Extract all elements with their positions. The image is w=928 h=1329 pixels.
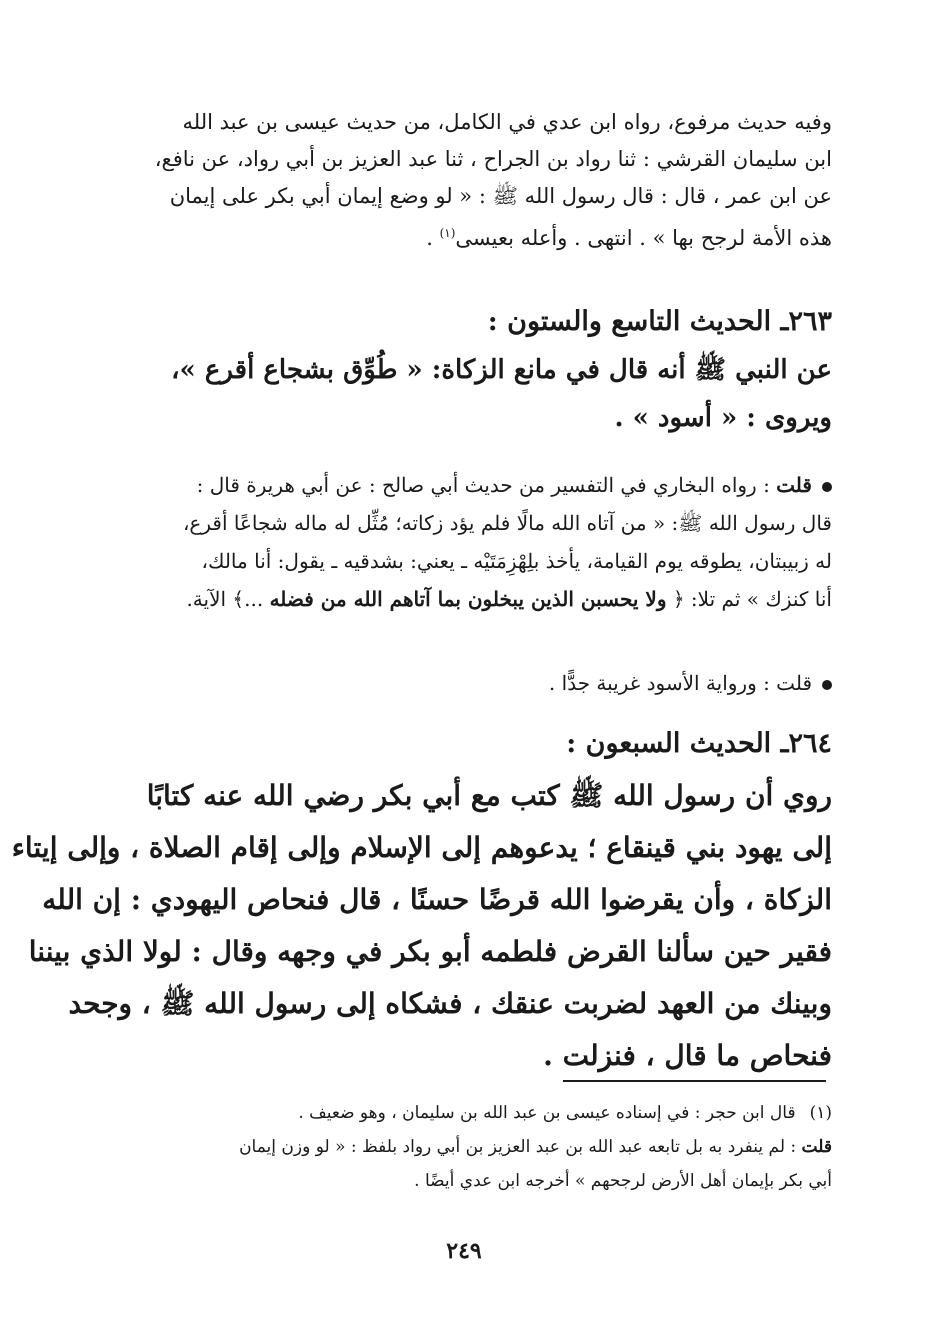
- text-line: الزكاة ، وأن يقرضوا الله قرضًا حسنًا ، قال فنحاص اليهودي : إن الله: [42, 883, 832, 916]
- text-line: [96, 215, 832, 257]
- bullet-icon: [822, 482, 832, 492]
- text-line: [96, 580, 832, 618]
- intro-last-text: هذه الأمة لرجح بها » . انتهى . وأعله بعيسى: [455, 226, 832, 250]
- text-line: إلى يهود بني قينقاع ؛ يدعوهم إلى الإسلام وإلى إقام الصلاة ، وإلى إيتاء: [11, 831, 832, 864]
- footnote-ref[interactable]: (١): [439, 226, 456, 240]
- footnote-text: : لم ينفرد به بل تابعه عبد الله بن عبد العزيز بن أبي رواد بلفظ : « لو وزن إيمان: [239, 1137, 802, 1157]
- page-number: ٢٤٩: [446, 1238, 482, 1264]
- note-text: ...﴾ الآية.: [186, 587, 270, 611]
- text-line: له زبيبتان، يطوقه يوم القيامة، يأخذ بلِهْزِمَتَيْه ـ يعني: بشدقيه ـ يقول: أنا مالك،: [201, 549, 832, 573]
- hadith-263-heading: ٢٦٣ـ الحديث التاسع والستون :: [487, 306, 832, 337]
- text-line: ابن سليمان القرشي : ثنا رواد بن الجراح ، ثنا عبد العزيز بن أبي رواد، عن نافع،: [154, 147, 832, 171]
- footnote-line: [96, 1096, 832, 1130]
- text-line: وبينك من العهد لضربت عنقك ، فشكاه إلى رسول الله ﷺ ، وجحد: [68, 987, 832, 1020]
- text-line: قال رسول الله ﷺ: « من آتاه الله مالًا فلم يؤد زكاته؛ مُثِّل له ماله شجاعًا أقرع،: [182, 511, 832, 535]
- intro-end: .: [426, 226, 440, 250]
- footnote-line: [96, 1130, 832, 1164]
- text-line: عن النبي ﷺ أنه قال في مانع الزكاة: « طُوِّق بشجاع أقرع »،: [171, 355, 832, 385]
- hadith-264-heading: ٢٦٤ـ الحديث السبعون :: [566, 728, 832, 759]
- text-line: عن ابن عمر ، قال : قال رسول الله ﷺ : « لو وضع إيمان أبي بكر على إيمان: [169, 184, 832, 208]
- hadith-264-text: [11, 770, 832, 1082]
- footnote-number: (١): [809, 1103, 832, 1123]
- note-text: : رواه البخاري في التفسير من حديث أبي صالح : عن أبي هريرة قال :: [196, 473, 777, 497]
- quran-verse: ولا يحسبن الذين يبخلون بما آتاهم الله من فضله: [269, 587, 667, 611]
- hadith-263-text: [96, 346, 832, 442]
- text-line: وفيه حديث مرفوع، رواه ابن عدي في الكامل، من حديث عيسى بن عبد الله: [182, 110, 832, 134]
- footnote-text: قال ابن حجر : في إسناده عيسى بن عبد الله بن سليمان ، وهو ضعيف .: [298, 1103, 796, 1123]
- footnotes: [96, 1096, 832, 1198]
- footnote-line: أبي بكر بإيمان أهل الأرض لرجحهم » أخرجه ابن عدي أيضًا .: [414, 1171, 832, 1191]
- note-label: قلت: [776, 473, 812, 497]
- text-line: [96, 664, 832, 702]
- footnote-label: قلت: [801, 1137, 832, 1157]
- bullet-icon: [822, 680, 832, 690]
- note-text: أنا كنزك » ثم تلا: ﴿: [666, 587, 832, 611]
- intro-paragraph: [96, 104, 832, 257]
- text-line: فنحاص ما قال ، فنزلت .: [543, 1039, 832, 1072]
- text-line: روي أن رسول الله ﷺ كتب مع أبي بكر رضي الله عنه كتابًا: [146, 779, 832, 812]
- commentary-note-2: [96, 664, 832, 702]
- text-line: فقير حين سألنا القرض فلطمه أبو بكر في وجهه وقال : لولا الذي بيننا: [28, 935, 832, 968]
- commentary-note-1: [96, 466, 832, 618]
- text-line: [96, 466, 832, 504]
- note-text: قلت : ورواية الأسود غريبة جدًّا .: [548, 671, 812, 695]
- footnote-divider: [563, 1080, 826, 1082]
- text-line: ويروى : « أسود » .: [614, 403, 832, 433]
